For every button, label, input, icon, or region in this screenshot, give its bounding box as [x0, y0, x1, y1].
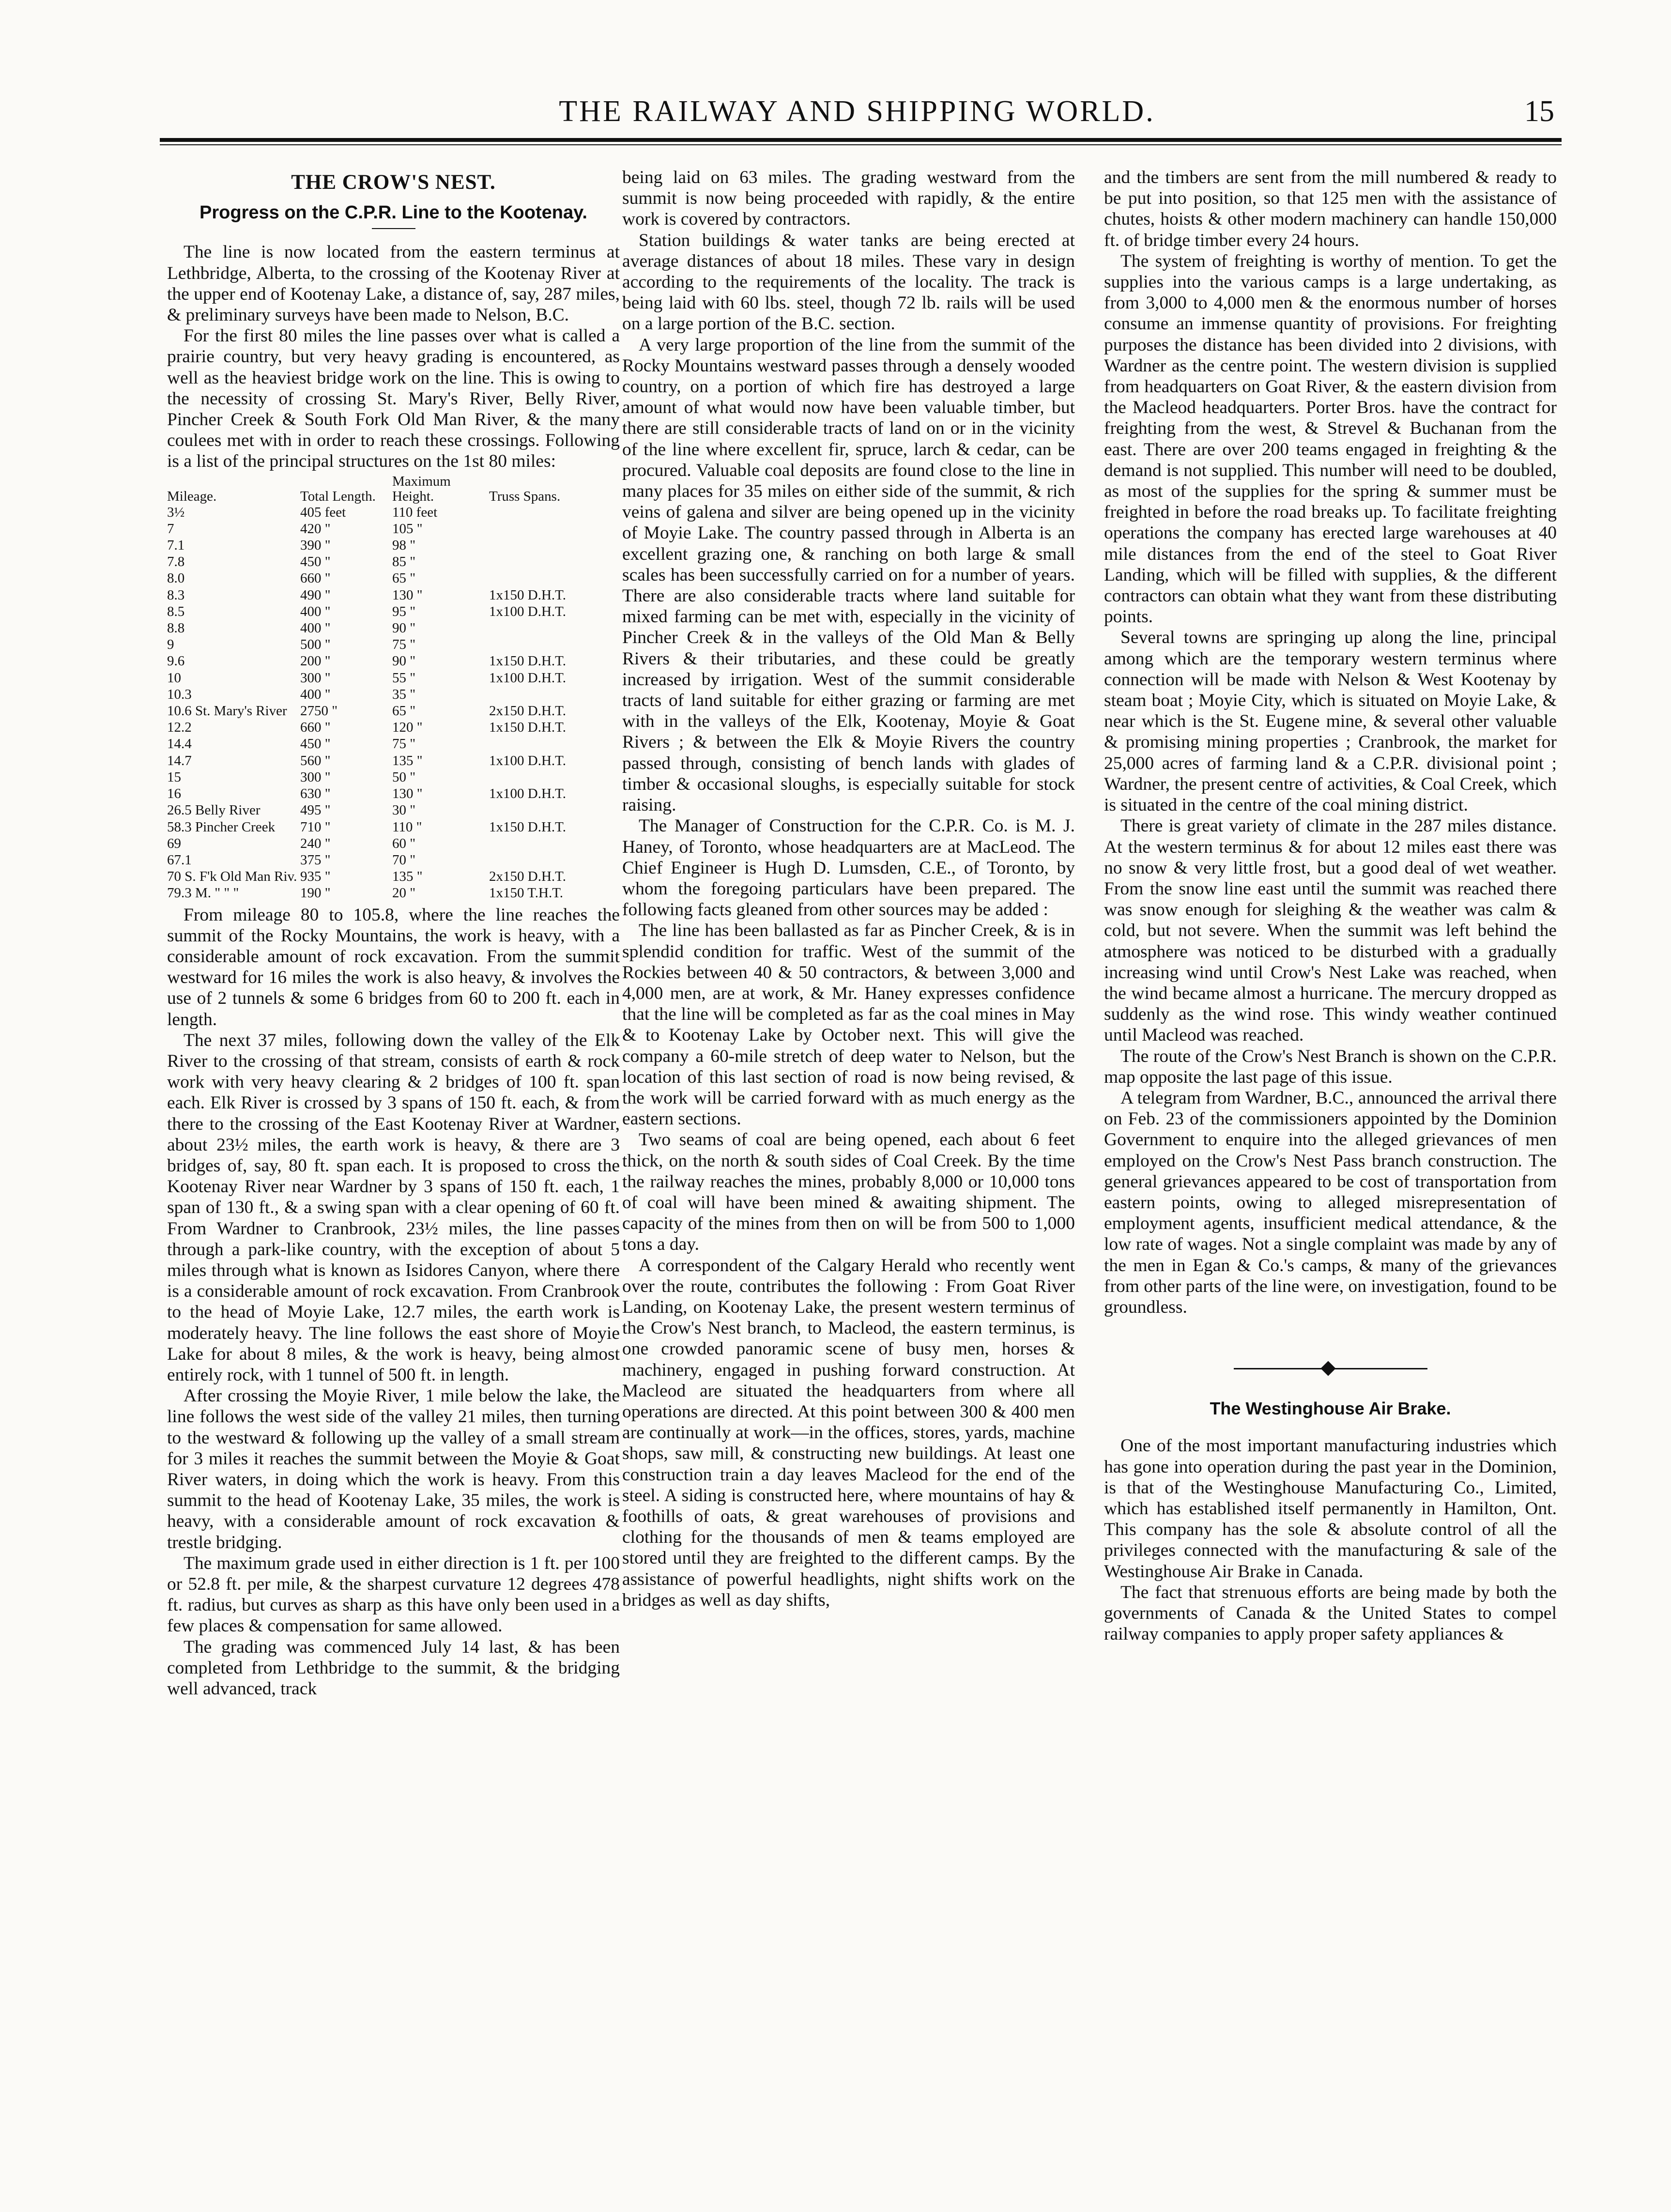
cell-mileage: 3½ [167, 504, 185, 520]
cell-length: 200 " [300, 653, 331, 669]
paragraph: One of the most important manufacturing industries which has gone into operation during the past year in the Dominion, is that of the Westinghouse Manufacturing Co., Limited, which has established itself permanently in Hamilton, Ont. This company has the sole & absolute control of all the privileges connected with the manufacturing & sale of the Westinghouse Air Brake in Canada. [1104, 1436, 1557, 1582]
cell-length: 400 " [300, 686, 331, 702]
cell-truss [489, 570, 620, 586]
running-head [160, 94, 1554, 133]
cell-mileage: 7.1 [167, 538, 185, 553]
short-rule [372, 228, 415, 229]
publication-title: THE RAILWAY AND SHIPPING WORLD. [559, 95, 1155, 128]
paragraph: From mileage 80 to 105.8, where the line reaches the summit of the Rocky Mountains, the work is heavy, with a considerable amount of rock excavation. From the summit westward for 16 miles the work is also heavy, & involves the use of 2 tunnels & some 6 bridges from 60 to 200 ft. each in length. [167, 905, 620, 1029]
cell-height: 35 " [392, 686, 416, 702]
table-row [167, 719, 620, 736]
cell-height: 65 " [392, 570, 416, 586]
cell-mileage: 10.3 [167, 686, 192, 702]
cell-mileage: 10 [167, 670, 181, 686]
table-row [167, 553, 620, 570]
cell-length: 400 " [300, 603, 331, 619]
cell-truss: 1x150 D.H.T. [489, 819, 566, 835]
cell-mileage: 58.3 Pincher Creek [167, 819, 276, 835]
header-rule-thick [160, 138, 1562, 142]
table-row [167, 852, 620, 868]
paragraph: The fact that strenuous efforts are being made by both the governments of Canada & the United States to compel railway companies to apply proper safety appliances & [1104, 1582, 1557, 1644]
paragraph: The Manager of Construction for the C.P.R. Co. is M. J. Haney, of Toronto, whose headquarters are at MacLeod. The Chief Engineer is Hugh D. Lumsden, C.E., of Toronto, by whom the foregoing particulars have been prepared. The following facts gleaned from other sources may be added : [622, 816, 1075, 920]
cell-length: 710 " [300, 819, 331, 835]
cell-height: 98 " [392, 538, 416, 553]
cell-truss [489, 835, 620, 852]
cell-length: 2750 " [300, 703, 338, 719]
cell-height: 135 " [392, 753, 423, 768]
table-row [167, 753, 620, 769]
cell-truss: 1x150 D.H.T. [489, 720, 566, 736]
paragraph: The next 37 miles, following down the valley of the Elk River to the crossing of that stream, consists of earth & rock work with very heavy clearing & 2 bridges of 100 ft. span each. Elk River is crossed by 3 spans of 150 ft. each, & from there to the crossing of the East Kootenay River at Wardner, about 23½ miles, the earth work is heavy, & there are 3 bridges of, say, 80 ft. span each. It is proposed to cross the Kootenay River near Wardner by 3 spans of 150 ft. each, 1 span of 130 ft., & a swing span with a clear opening of 60 ft. From Wardner to Cranbrook, 23½ miles, the line passes through a park-like country, with the exception of about 5 miles through what is known as Isidores Canyon, where there is a considerable amount of rock excavation. From Cranbrook to the head of Moyie Lake, 12.7 miles, the earth work is moderately heavy. The line follows the east shore of Moyie Lake for about 8 miles, & the work is heavy, being almost entirely rock, with 1 tunnel of 500 ft. in length. [167, 1030, 620, 1385]
cell-mileage: 12.2 [167, 720, 192, 736]
table-row [167, 802, 620, 818]
cell-truss [489, 636, 620, 653]
paragraph: The route of the Crow's Nest Branch is shown on the C.P.R. map opposite the last page of this issue. [1104, 1046, 1557, 1087]
cell-height: 85 " [392, 554, 416, 570]
paragraph: There is great variety of climate in the 287 miles distance. At the western terminus & for about 12 miles east there was no snow & very little frost, but a good deal of wet weather. From the snow line east until the summit was reached there was snow enough for sleighing & the weather was calm & cold, but not severe. When the summit was left behind the atmosphere was noticed to be disturbed with a gradually increasing wind until Crow's Nest Lake was reached, when the wind became almost a hurricane. The mercury dropped as suddenly as the wind rose. This windy weather continued until Macleod was reached. [1104, 816, 1557, 1045]
paragraph: Two seams of coal are being opened, each about 6 feet thick, on the north & south sides of Coal Creek. By the time the railway reaches the mines, probably 8,000 or 10,000 tons of coal will have been mined & awaiting shipment. The capacity of the mines from then on will be from 500 to 1,000 tons a day. [622, 1130, 1075, 1255]
table-row [167, 620, 620, 636]
cell-height: 120 " [392, 720, 423, 736]
cell-truss [489, 553, 620, 570]
cell-length: 500 " [300, 637, 331, 653]
paragraph: The system of freighting is worthy of mention. To get the supplies into the various camps is a large undertaking, as from 3,000 to 4,000 men & the enormous number of horses consume an immense quantity of provisions. For freighting purposes the distance has been divided into 2 divisions, with Wardner as the centre point. The western division is supplied from headquarters on Goat River, & the eastern division from the Macleod headquarters. Porter Bros. have the contract for freighting from the west, & Strevel & Buchanan from the east. There are over 200 teams engaged in freighting & the demand is not supplied. This number will need to be doubled, as most of the supplies for the spring & summer must be freighted in before the road breaks up. To facilitate freighting operations the company has erected large warehouses at 40 mile distances from the end of the steel to Goat River Landing, which will be filled with supplies, & the different contractors can obtain what they want from these distributing points. [1104, 251, 1557, 627]
diamond-icon [1320, 1361, 1335, 1376]
column-2 [622, 167, 1075, 1611]
table-row [167, 785, 620, 802]
cell-length: 400 " [300, 620, 331, 636]
cell-height: 55 " [392, 670, 416, 686]
section-divider-ornament [1234, 1361, 1427, 1376]
cell-length: 420 " [300, 521, 331, 537]
table-row [167, 703, 620, 719]
page-number: 15 [1524, 95, 1554, 128]
cell-truss [489, 620, 620, 636]
cell-length: 630 " [300, 786, 331, 802]
cell-truss [489, 537, 620, 553]
cell-mileage: 7 [167, 521, 174, 537]
column-header-length: Total Length. [300, 488, 376, 504]
article-headline: The Westinghouse Air Brake. [1210, 1398, 1451, 1419]
cell-mileage: 16 [167, 786, 181, 802]
cell-length: 660 " [300, 570, 331, 586]
cell-length: 450 " [300, 736, 331, 752]
table-row [167, 835, 620, 852]
paragraph: The line is now located from the eastern terminus at Lethbridge, Alberta, to the crossing of the Kootenay River at the upper end of Kootenay Lake, a distance of, say, 287 miles, & preliminary surveys have been made to Nelson, B.C. [167, 242, 620, 325]
paragraph: A telegram from Wardner, B.C., announced the arrival there on Feb. 23 of the commissioners appointed by the Dominion Government to enquire into the alleged grievances of men employed on the Crow's Nest Pass branch construction. The general grievances appeared to be cost of transportation from eastern points, owing to alleged misrepresentation of employment agents, insufficient medical attendance, & the low rate of wages. Not a single complaint was made by any of the men in Egan & Co.'s camps, & many of the grievances from other parts of the line were, on investigation, found to be groundless. [1104, 1088, 1557, 1317]
table-body [167, 504, 620, 902]
cell-mileage: 26.5 Belly River [167, 802, 261, 818]
column-header-mileage: Mileage. [167, 488, 217, 504]
table-row [167, 653, 620, 669]
paragraph: A correspondent of the Calgary Herald who recently went over the route, contributes the following : From Goat River Landing, on Kootenay Lake, the present western terminus of the Crow's Nest branch, to Macleod, the eastern terminus, is one crowded panoramic scene of busy men, horses & machinery, engaged in pushing forward construction. At Macleod are situated the headquarters from where all operations are directed. At this point between 300 & 400 men are continually at work—in the offices, stores, yards, machine shops, saw mill, & constructing new buildings. At least one construction train a day leaves Macleod for the end of the steel. A siding is constructed here, where mountains of hay & foothills of oats, & great warehouses of provisions and clothing for the thousands of men & teams employed are stored until they are freighted to the different camps. By the assistance of powerful headlights, night shifts work on the bridges as well as day shifts, [622, 1255, 1075, 1610]
cell-height: 110 " [392, 819, 422, 835]
cell-mileage: 8.3 [167, 587, 185, 603]
table-row [167, 570, 620, 586]
cell-truss [489, 504, 620, 521]
cell-length: 375 " [300, 852, 331, 868]
cell-mileage: 9.6 [167, 653, 185, 669]
cell-mileage: 14.7 [167, 753, 192, 768]
cell-height: 60 " [392, 835, 416, 851]
cell-height: 20 " [392, 885, 416, 901]
cell-height: 95 " [392, 603, 416, 619]
paragraph: Station buildings & water tanks are being erected at average distances of about 18 miles. These vary in design according to the requirements of the locality. The track is being laid with 60 lbs. steel, though 72 lb. rails will be used on a large portion of the B.C. section. [622, 230, 1075, 334]
cell-length: 240 " [300, 835, 331, 851]
table-row [167, 736, 620, 752]
cell-height: 135 " [392, 869, 423, 885]
cell-truss: 1x150 D.H.T. [489, 587, 566, 603]
table-row [167, 686, 620, 703]
cell-mileage: 79.3 M. " " " [167, 885, 239, 901]
cell-length: 450 " [300, 554, 331, 570]
cell-length: 560 " [300, 753, 331, 768]
cell-truss: 1x150 T.H.T. [489, 885, 564, 901]
cell-height: 30 " [392, 802, 416, 818]
cell-height: 105 " [392, 521, 423, 537]
paragraph: A very large proportion of the line from the summit of the Rocky Mountains westward passes through a densely wooded country, on a portion of which fire has destroyed a large amount of what would now have been valuable timber, but there are still considerable tracts of land on or in the vicinity of the line where excellent fir, spruce, larch & cedar, can be procured. Valuable coal deposits are found close to the line in many places for 35 miles on either side of the summit, & rich veins of galena and silver are being opened up in the vicinity of Moyie Lake. The country passed through in Alberta is an excellent grazing one, & ranching on both large & small scales has been successfully carried on for a number of years. There are also considerable tracts where land suitable for mixed farming can be met with, especially in the vicinity of Pincher Creek & in the valleys of the Old Man & Belly Rivers & their tributaries, and these could be greatly increased by irrigation. West of the summit considerable tracts of land suitable for either grazing or farming are met with in the valleys of the Elk, Kootenay, Moyie & Goat Rivers ; & between the Elk & Moyie Rivers the country passed through, consisting of bench lands with glades of timber & occasional sloughs, is especially suitable for stock raising. [622, 335, 1075, 815]
paragraph: Several towns are springing up along the line, principal among which are the temporary western terminus where connection will be made with Nelson & West Kootenay by steam boat ; Moyie City, which is situated on Moyie Lake, & near which is the St. Eugene mine, & several other valuable & promising mining properties ; Cranbrook, the market for 25,000 acres of farming land & a C.P.R. divisional point ; Wardner, the present centre of activities, & Coal Creek, which is situated in the centre of the coal mining district. [1104, 628, 1557, 815]
table-row [167, 819, 620, 835]
cell-height: 130 " [392, 786, 423, 802]
cell-truss [489, 521, 620, 537]
article-subheadline: Progress on the C.P.R. Line to the Kootenay. [199, 202, 587, 223]
column-header-truss: Truss Spans. [489, 488, 561, 504]
table-row [167, 636, 620, 653]
cell-truss: 2x150 D.H.T. [489, 703, 566, 719]
cell-mileage: 8.0 [167, 570, 185, 586]
header-rule-thin [160, 144, 1562, 145]
column-header-height: Maximum Height. [392, 473, 451, 504]
cell-mileage: 9 [167, 637, 174, 653]
cell-height: 70 " [392, 852, 416, 868]
cell-length: 300 " [300, 769, 331, 785]
table-row [167, 670, 620, 686]
cell-length: 490 " [300, 587, 331, 603]
cell-truss: 2x150 D.H.T. [489, 869, 566, 885]
cell-truss: 1x100 D.H.T. [489, 603, 566, 619]
cell-length: 660 " [300, 720, 331, 736]
cell-length: 495 " [300, 802, 331, 818]
cell-height: 75 " [392, 637, 416, 653]
cell-truss [489, 736, 620, 752]
cell-mileage: 7.8 [167, 554, 185, 570]
column-3 [1104, 167, 1557, 1644]
paragraph: After crossing the Moyie River, 1 mile below the lake, the line follows the west side of the valley 21 miles, then turning to the westward & following up the valley of a small stream for 3 miles it reaches the summit between the Moyie & Goat River waters, in doing which the work is heavy. From this summit to the head of Kootenay Lake, 35 miles, the work is heavy, with a considerable amount of rock excavation & trestle bridging. [167, 1386, 620, 1552]
structures-table [167, 474, 620, 902]
cell-length: 935 " [300, 869, 331, 885]
cell-mileage: 10.6 St. Mary's River [167, 703, 287, 719]
cell-height: 50 " [392, 769, 416, 785]
table-row [167, 504, 620, 521]
paragraph: The maximum grade used in either direction is 1 ft. per 100 or 52.8 ft. per mile, & the sharpest curvature 12 degrees 478 ft. radius, but curves as sharp as this have only been used in a few places & compensation for same allowed. [167, 1553, 620, 1636]
cell-truss: 1x100 D.H.T. [489, 753, 566, 768]
column-1 [167, 167, 620, 1699]
cell-length: 190 " [300, 885, 331, 901]
table-row [167, 603, 620, 620]
cell-mileage: 69 [167, 835, 181, 851]
cell-mileage: 14.4 [167, 736, 192, 752]
cell-mileage: 8.5 [167, 603, 185, 619]
cell-mileage: 70 S. F'k Old Man Riv. [167, 869, 297, 885]
cell-length: 300 " [300, 670, 331, 686]
cell-mileage: 15 [167, 769, 181, 785]
table-row [167, 868, 620, 885]
cell-length: 405 feet [300, 504, 346, 520]
cell-height: 130 " [392, 587, 423, 603]
table-row [167, 587, 620, 603]
cell-height: 75 " [392, 736, 416, 752]
cell-height: 110 feet [392, 504, 438, 520]
cell-length: 390 " [300, 538, 331, 553]
cell-height: 65 " [392, 703, 416, 719]
cell-truss [489, 769, 620, 785]
cell-mileage: 8.8 [167, 620, 185, 636]
paragraph: For the first 80 miles the line passes over what is called a prairie country, but very heavy grading is encountered, as well as the heaviest bridge work on the line. This is owing to the necessity of crossing St. Mary's River, Belly River, Pincher Creek & South Fork Old Man River, & the many coulees met with in order to reach these crossings. Following is a list of the principal structures on the 1st 80 miles: [167, 326, 620, 472]
table-row [167, 769, 620, 785]
cell-truss [489, 852, 620, 868]
cell-truss: 1x150 D.H.T. [489, 653, 566, 669]
cell-height: 90 " [392, 620, 416, 636]
cell-truss: 1x100 D.H.T. [489, 670, 566, 686]
paragraph: and the timbers are sent from the mill numbered & ready to be put into position, so that 125 men with the assistance of chutes, hoists & other modern machinery can handle 150,000 ft. of bridge timber every 24 hours. [1104, 168, 1557, 250]
cell-truss [489, 802, 620, 818]
paragraph: The line has been ballasted as far as Pincher Creek, & is in splendid condition for traffic. West of the summit of the Rockies between 40 & 50 contractors, & between 3,000 and 4,000 men, are at work, & Mr. Haney expresses confidence that the line will be completed as far as the coal mines in May & to Kootenay Lake by October next. This will give the company a 60-mile stretch of deep water to Nelson, but the location of this last section of road is now being revised, & the work will be carried forward with as much energy as the eastern sections. [622, 921, 1075, 1129]
article-headline: THE CROW'S NEST. [291, 171, 496, 194]
table-row [167, 885, 620, 901]
paragraph: being laid on 63 miles. The grading westward from the summit is now being proceeded with rapidly, & the entire work is covered by contractors. [622, 168, 1075, 230]
cell-mileage: 67.1 [167, 852, 192, 868]
table-row [167, 521, 620, 537]
cell-truss: 1x100 D.H.T. [489, 786, 566, 802]
paragraph: The grading was commenced July 14 last, & has been completed from Lethbridge to the summit, & the bridging well advanced, track [167, 1637, 620, 1699]
cell-height: 90 " [392, 653, 416, 669]
table-header-row [167, 474, 620, 504]
table-row [167, 537, 620, 553]
cell-truss [489, 686, 620, 703]
